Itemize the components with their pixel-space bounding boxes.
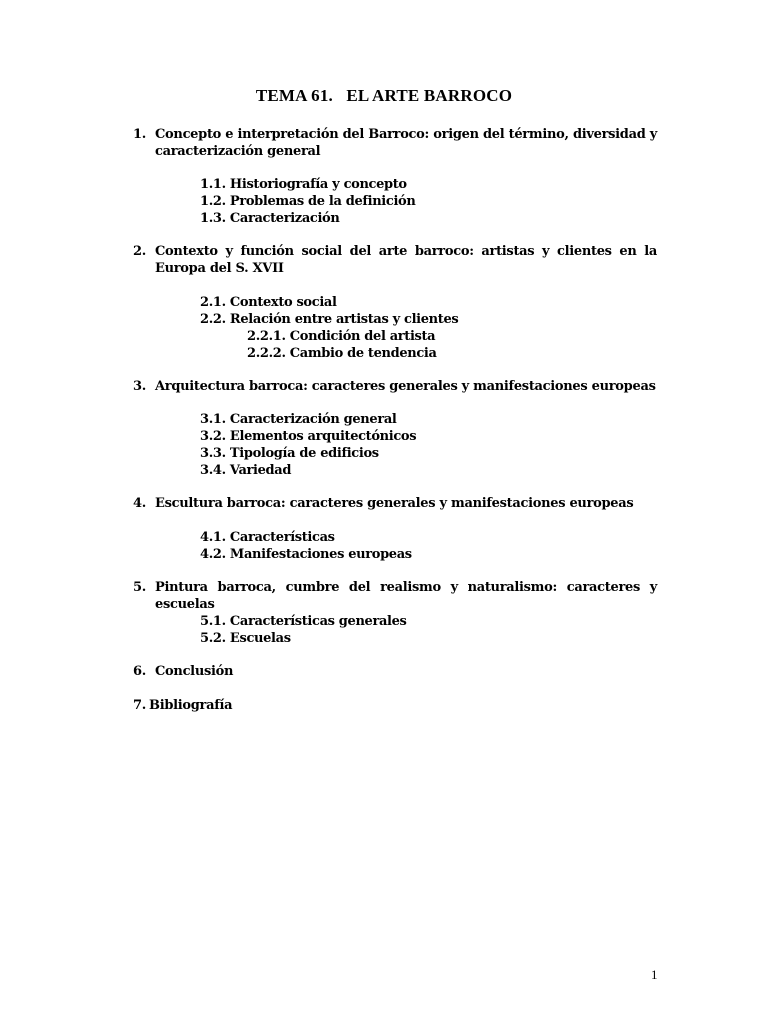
section-5: [133, 579, 657, 613]
section-number: 7.: [133, 698, 146, 713]
section-heading: Conclusión: [155, 664, 234, 679]
section-6: [133, 663, 657, 680]
section-number: 3.: [133, 379, 146, 394]
section-heading: Arquitectura barroca: caracteres generales y manifestaciones europeas: [155, 379, 656, 394]
subsection-1-2: 1.2. Problemas de la definición: [200, 194, 416, 209]
section-heading: Escultura barroca: caracteres generales y manifestaciones europeas: [155, 496, 634, 511]
subsection-2-2-1: 2.2.1. Condición del artista: [247, 329, 436, 344]
section-heading: Contexto y función social del arte barroco: artistas y clientes en la Europa del S. XVII: [155, 244, 657, 276]
section-number: 1.: [133, 127, 146, 142]
subsection-2-2-2: 2.2.2. Cambio de tendencia: [247, 346, 437, 361]
section-4: [133, 495, 657, 512]
subsection-1-1: 1.1. Historiografía y concepto: [200, 177, 407, 192]
subsection-3-1: 3.1. Caracterización general: [200, 412, 397, 427]
section-number: 5.: [133, 580, 146, 595]
section-number: 6.: [133, 664, 146, 679]
section-heading: Concepto e interpretación del Barroco: origen del término, diversidad y caracterización general: [155, 127, 657, 159]
subsection-3-4: 3.4. Variedad: [200, 463, 292, 478]
subsection-4-2: 4.2. Manifestaciones europeas: [200, 547, 412, 562]
subsection-5-2: 5.2. Escuelas: [200, 631, 291, 646]
subsection-5-1: 5.1. Características generales: [200, 614, 407, 629]
subsection-4-1: 4.1. Características: [200, 530, 335, 545]
subsection-2-1: 2.1. Contexto social: [200, 295, 337, 310]
subsection-3-3: 3.3. Tipología de edificios: [200, 446, 379, 461]
subsection-1-3: 1.3. Caracterización: [200, 211, 340, 226]
section-heading: Bibliografía: [149, 698, 233, 713]
section-1: [133, 126, 657, 160]
page-number: 1: [651, 967, 658, 982]
page-title: TEMA 61. EL ARTE BARROCO: [255, 86, 513, 105]
section-number: 2.: [133, 244, 146, 259]
subsection-2-2: 2.2. Relación entre artistas y clientes: [200, 312, 459, 327]
section-number: 4.: [133, 496, 146, 511]
section-heading: Pintura barroca, cumbre del realismo y naturalismo: caracteres y escuelas: [155, 580, 657, 612]
section-3: [133, 378, 657, 395]
section-2: [133, 243, 657, 277]
subsection-3-2: 3.2. Elementos arquitectónicos: [200, 429, 417, 444]
section-7: [133, 697, 657, 714]
